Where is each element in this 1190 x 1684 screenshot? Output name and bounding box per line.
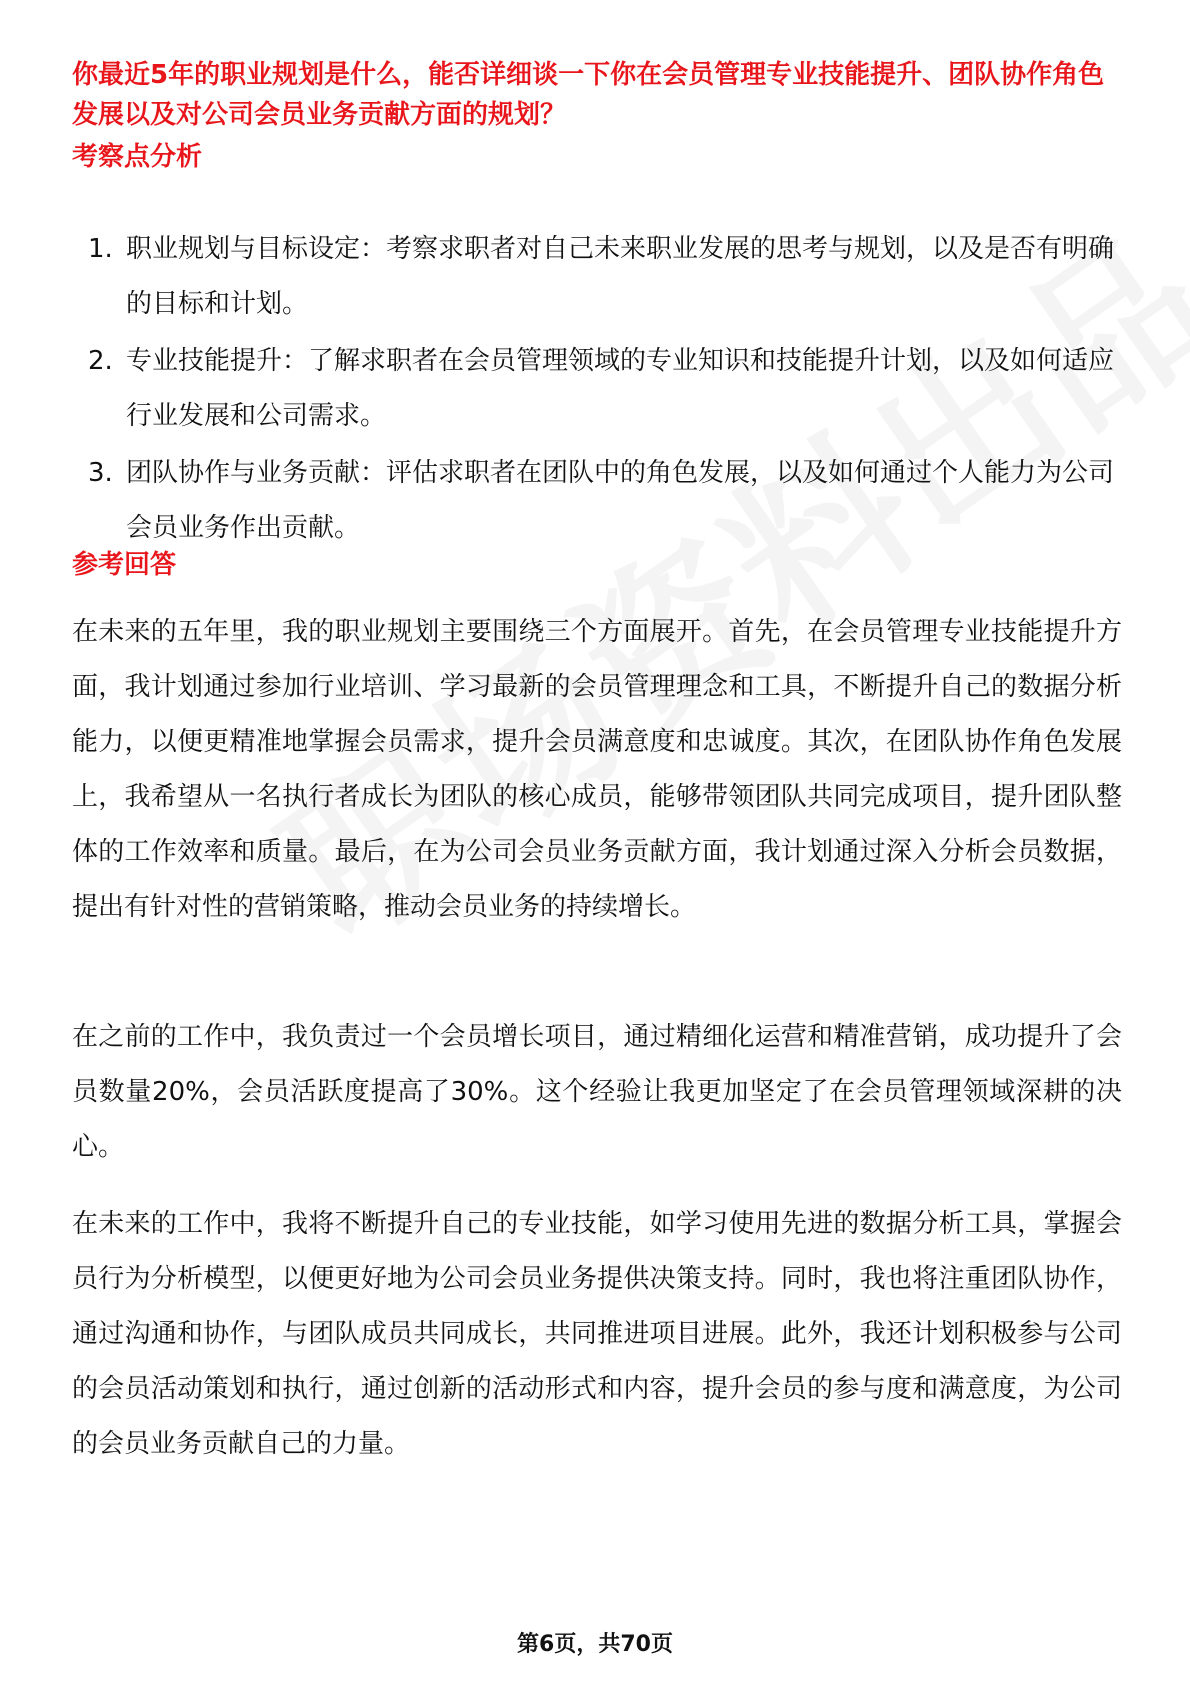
analysis-point: [72, 334, 1122, 444]
point-text: 专业技能提升：了解求职者在会员管理领域的专业知识和技能提升计划，以及如何适应行业发展和公司需求。: [126, 346, 1115, 431]
point-number: 2.: [88, 346, 113, 376]
analysis-heading: 考察点分析: [72, 142, 203, 172]
point-number: 3.: [88, 458, 113, 488]
point-text: 职业规划与目标设定：考察求职者对自己未来职业发展的思考与规划，以及是否有明确的目标和计划。: [126, 234, 1115, 319]
answer-paragraph: 在未来的工作中，我将不断提升自己的专业技能，如学习使用先进的数据分析工具，掌握会员行为分析模型，以便更好地为公司会员业务提供决策支持。同时，我也将注重团队协作，通过沟通和协作，与团队成员共同成长，共同推进项目进展。此外，我还计划积极参与公司的会员活动策划和执行，通过创新的活动形式和内容，提升会员的参与度和满意度，为公司的会员业务贡献自己的力量。: [72, 1209, 1122, 1459]
point-number: 1.: [88, 234, 113, 264]
analysis-points-list: [72, 222, 1122, 558]
interview-question: 你最近5年的职业规划是什么，能否详细谈一下你在会员管理专业技能提升、团队协作角色发展以及对公司会员业务贡献方面的规划？: [72, 60, 1105, 130]
analysis-point: [72, 222, 1122, 332]
reference-answer-heading: 参考回答: [72, 550, 177, 580]
analysis-point: [72, 446, 1122, 556]
point-text: 团队协作与业务贡献：评估求职者在团队中的角色发展，以及如何通过个人能力为公司会员业务作出贡献。: [126, 458, 1115, 543]
answer-paragraph: 在未来的五年里，我的职业规划主要围绕三个方面展开。首先，在会员管理专业技能提升方面，我计划通过参加行业培训、学习最新的会员管理理念和工具，不断提升自己的数据分析能力，以便更精准地掌握会员需求，提升会员满意度和忠诚度。其次，在团队协作角色发展上，我希望从一名执行者成长为团队的核心成员，能够带领团队共同完成项目，提升团队整体的工作效率和质量。最后，在为公司会员业务贡献方面，我计划通过深入分析会员数据，提出有针对性的营销策略，推动会员业务的持续增长。: [72, 617, 1122, 922]
page-number: 第6页，共70页: [517, 1632, 673, 1657]
answer-paragraph: 在之前的工作中，我负责过一个会员增长项目，通过精细化运营和精准营销，成功提升了会员数量20%，会员活跃度提高了30%。这个经验让我更加坚定了在会员管理领域深耕的决心。: [72, 1022, 1122, 1162]
